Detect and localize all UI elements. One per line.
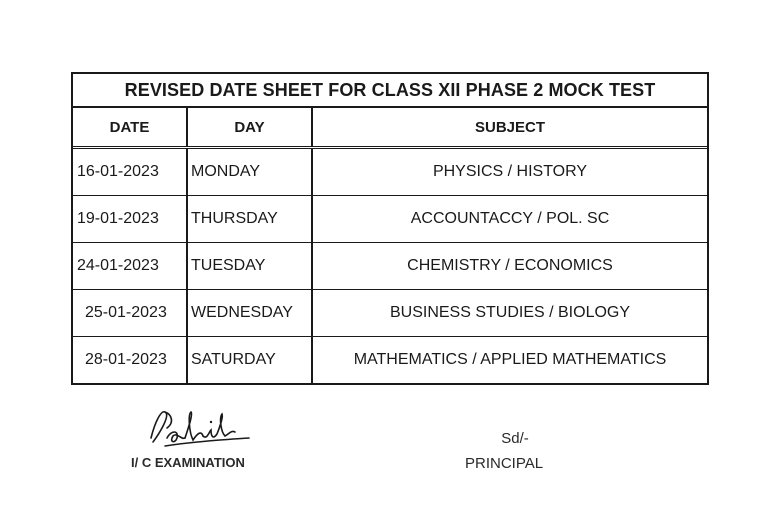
- column-header-date: DATE: [73, 108, 187, 148]
- principal-label: PRINCIPAL: [465, 455, 544, 472]
- cell-subject: CHEMISTRY / ECONOMICS: [312, 243, 707, 290]
- date-sheet: [71, 72, 709, 385]
- cell-date: 24-01-2023: [73, 243, 187, 290]
- cell-subject: MATHEMATICS / APPLIED MATHEMATICS: [353, 351, 667, 368]
- table-row: [73, 290, 707, 337]
- cell-day: SATURDAY: [187, 337, 312, 384]
- examination-signature-block: [131, 404, 271, 474]
- cell-date: 25-01-2023: [73, 290, 187, 337]
- cell-subject: PHYSICS / HISTORY: [312, 148, 707, 196]
- date-sheet-table: [73, 108, 707, 383]
- handwritten-signature: [145, 404, 255, 454]
- column-header-subject: SUBJECT: [312, 108, 707, 148]
- sd-mark: Sd/-: [501, 430, 529, 447]
- table-row: [73, 196, 707, 243]
- cell-day: MONDAY: [187, 148, 312, 196]
- cell-subject: BUSINESS STUDIES / BIOLOGY: [312, 290, 707, 337]
- examination-label: I/ C EXAMINATION: [131, 455, 245, 470]
- column-header-day: DAY: [187, 108, 312, 148]
- cell-date: 28-01-2023: [73, 337, 187, 384]
- cell-day: THURSDAY: [187, 196, 312, 243]
- table-row: [73, 148, 707, 196]
- cell-subject: ACCOUNTACCY / POL. SC: [312, 196, 707, 243]
- cell-date: 19-01-2023: [73, 196, 187, 243]
- sheet-title: REVISED DATE SHEET FOR CLASS XII PHASE 2 MOCK TEST: [73, 74, 707, 108]
- table-row: [73, 243, 707, 290]
- cell-day: WEDNESDAY: [187, 290, 312, 337]
- table-row: [73, 337, 707, 384]
- cell-date: 16-01-2023: [73, 148, 187, 196]
- header-row: [73, 108, 707, 148]
- cell-day: TUESDAY: [187, 243, 312, 290]
- principal-signature-block: [465, 430, 543, 472]
